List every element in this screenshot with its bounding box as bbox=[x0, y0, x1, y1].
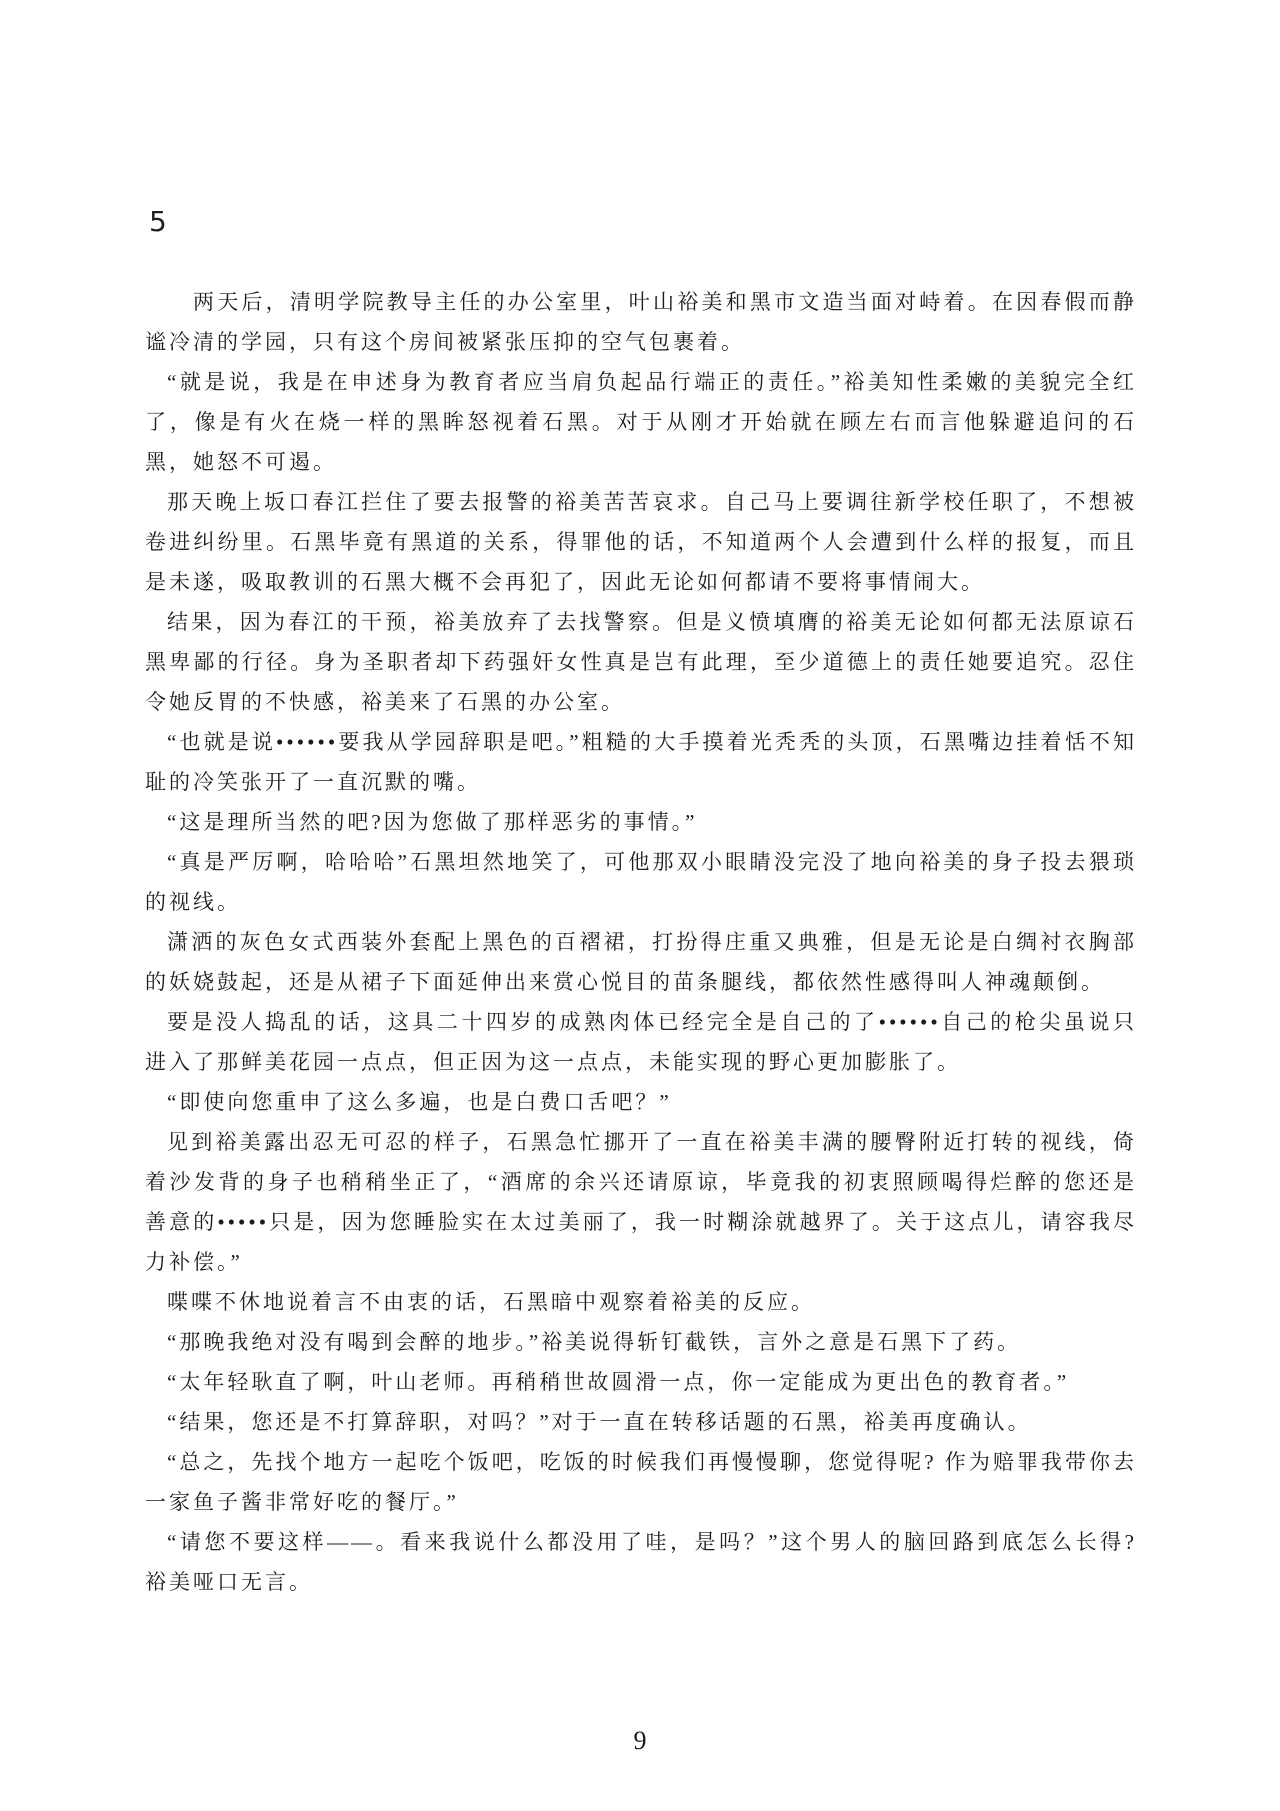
paragraph: 结果，因为春江的干预，裕美放弃了去找警察。但是义愤填膺的裕美无论如何都无法原谅石黑卑鄙的行径。身为圣职者却下药强奸女性真是岂有此理，至少道德上的责任她要追究。忍住令她反胃的不快感，裕美来了石黑的办公室。 bbox=[145, 610, 1137, 714]
paragraph: “请您不要这样——。看来我说什么都没用了哇，是吗？”这个男人的脑回路到底怎么长得? 裕美哑口无言。 bbox=[145, 1530, 1137, 1594]
paragraph: 潇洒的灰色女式西装外套配上黑色的百褶裙，打扮得庄重又典雅，但是无论是白绸衬衣胸部的妖娆鼓起，还是从裙子下面延伸出来赏心悦目的苗条腿线，都依然性感得叫人神魂颠倒。 bbox=[145, 930, 1137, 994]
paragraph: “就是说，我是在申述身为教育者应当肩负起品行端正的责任。”裕美知性柔嫩的美貌完全红了，像是有火在烧一样的黑眸怒视着石黑。对于从刚才开始就在顾左右而言他躲避追问的石黑，她怒不可遏。 bbox=[145, 370, 1137, 474]
paragraph: 两天后，清明学院教导主任的办公室里，叶山裕美和黑市文造当面对峙着。在因春假而静谧冷清的学园，只有这个房间被紧张压抑的空气包裹着。 bbox=[145, 290, 1137, 354]
paragraph: “这是理所当然的吧?因为您做了那样恶劣的事情。” bbox=[167, 810, 698, 834]
paragraph: 要是没人捣乱的话，这具二十四岁的成熟肉体已经完全是自己的了••••••自己的枪尖虽说只进入了那鲜美花园一点点，但正因为这一点点，未能实现的野心更加膨胀了。 bbox=[145, 1010, 1137, 1074]
paragraph: “结果，您还是不打算辞职，对吗？”对于一直在转移话题的石黑，裕美再度确认。 bbox=[167, 1410, 1032, 1434]
paragraph: 见到裕美露出忍无可忍的样子，石黑急忙挪开了一直在裕美丰满的腰臀附近打转的视线，倚着沙发背的身子也稍稍坐正了，“酒席的余兴还请原谅，毕竟我的初衷照顾喝得烂醉的您还是善意的•••••只是，因为您睡脸实在太过美丽了，我一时糊涂就越界了。关于这点儿，请容我尽力补偿。” bbox=[145, 1130, 1137, 1274]
page-number: 9 bbox=[633, 1726, 647, 1755]
paragraph: “即使向您重申了这么多遍，也是白费口舌吧？” bbox=[167, 1090, 672, 1114]
paragraph: “那晚我绝对没有喝到会醉的地步。”裕美说得斩钉截铁，言外之意是石黑下了药。 bbox=[167, 1330, 1022, 1354]
paragraph: 喋喋不休地说着言不由衷的话，石黑暗中观察着裕美的反应。 bbox=[167, 1290, 815, 1314]
paragraph: “总之，先找个地方一起吃个饭吧，吃饭的时候我们再慢慢聊，您觉得呢? 作为赔罪我带你去一家鱼子酱非常好吃的餐厅。” bbox=[145, 1450, 1137, 1514]
paragraph: “真是严厉啊，哈哈哈”石黑坦然地笑了，可他那双小眼睛没完没了地向裕美的身子投去猥琐的视线。 bbox=[145, 850, 1137, 914]
chapter-number: 5 bbox=[149, 205, 167, 238]
paragraph: “太年轻耿直了啊，叶山老师。再稍稍世故圆滑一点，你一定能成为更出色的教育者。” bbox=[167, 1370, 1070, 1394]
paragraph: “也就是说••••••要我从学园辞职是吧。”粗糙的大手摸着光秃秃的头顶，石黑嘴边挂着恬不知耻的冷笑张开了一直沉默的嘴。 bbox=[145, 730, 1137, 794]
paragraph: 那天晚上坂口春江拦住了要去报警的裕美苦苦哀求。自己马上要调往新学校任职了，不想被卷进纠纷里。石黑毕竟有黑道的关系，得罪他的话，不知道两个人会遭到什么样的报复，而且是未遂，吸取教训的石黑大概不会再犯了，因此无论如何都请不要将事情闹大。 bbox=[145, 490, 1137, 594]
text-block bbox=[145, 282, 1137, 1602]
